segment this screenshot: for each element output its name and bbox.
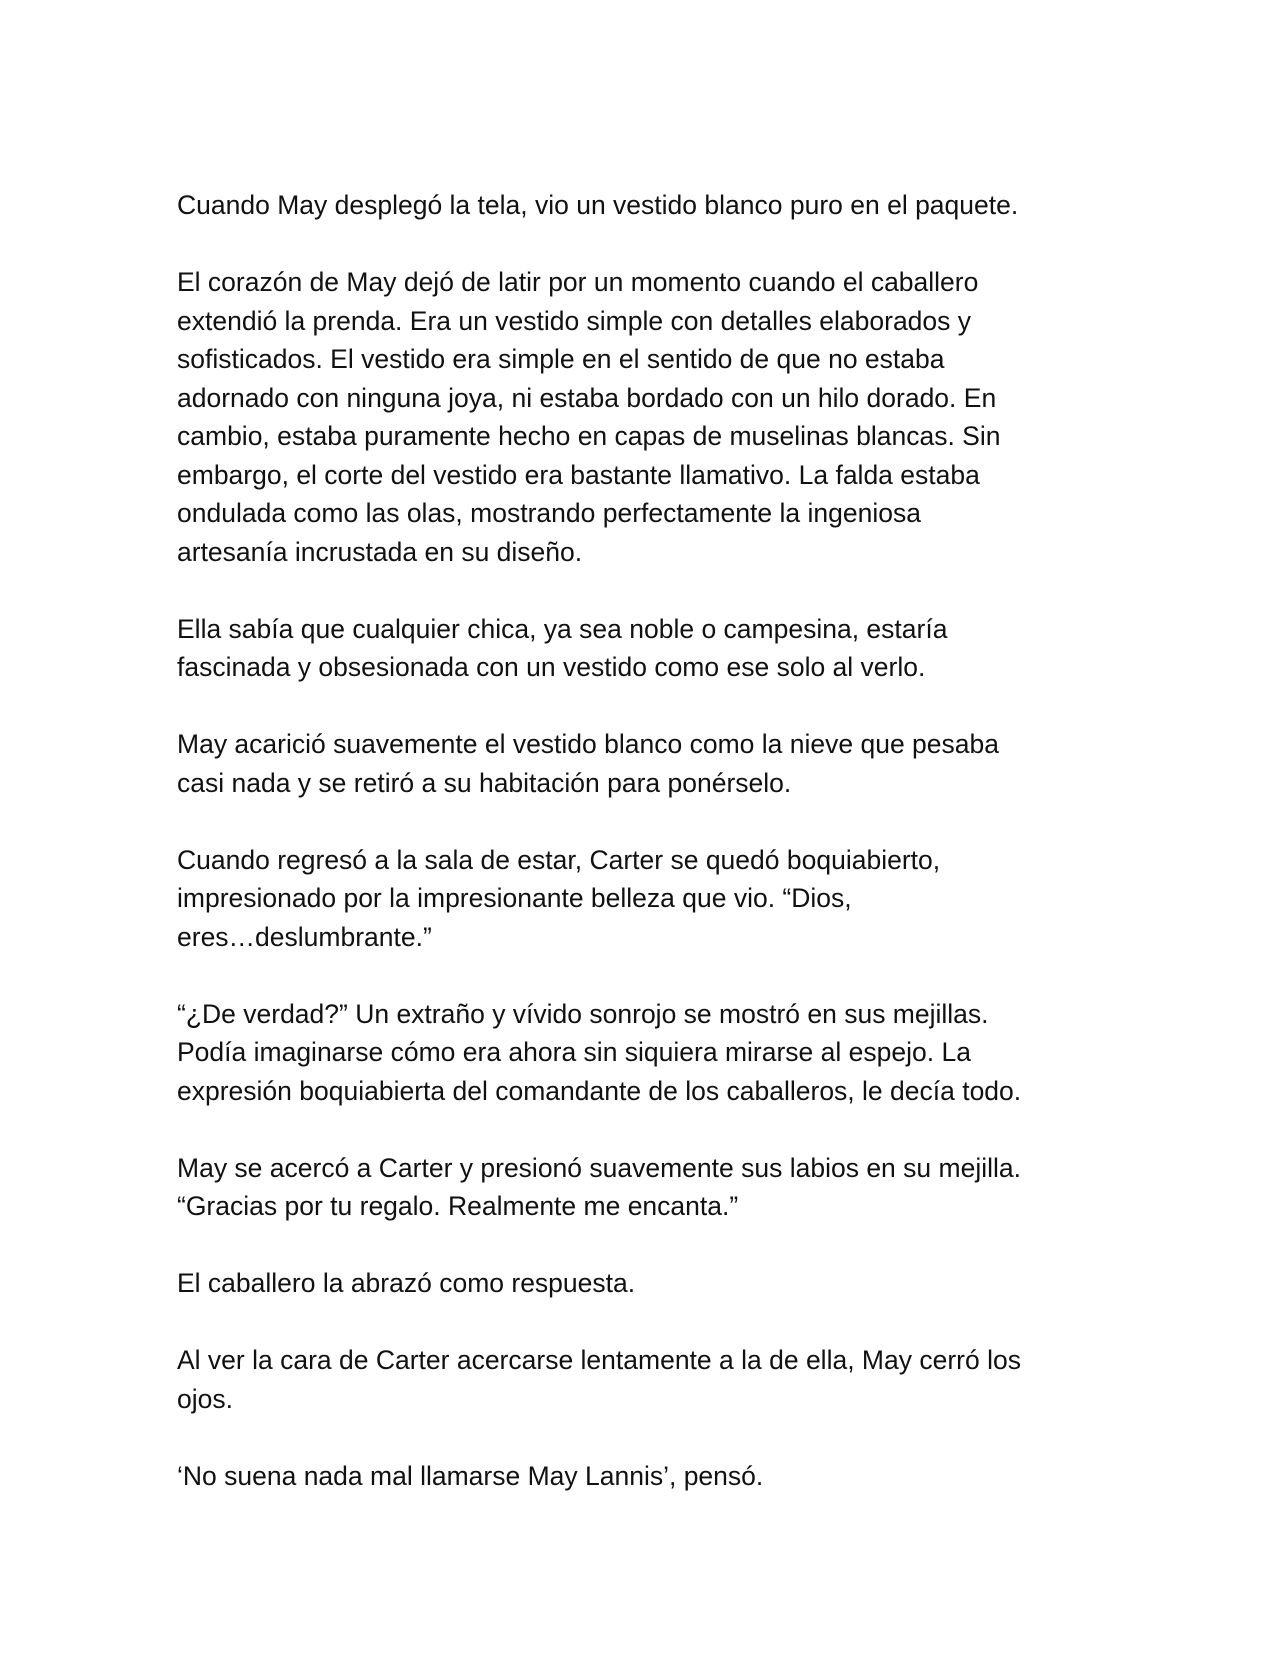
text-line: ojos. (177, 1383, 233, 1414)
text-line: Cuando May desplegó la tela, vio un vestido blanco puro en el paquete. (177, 190, 1019, 220)
paragraph (177, 1149, 1097, 1226)
text-line: fascinada y obsesionada con un vestido como ese solo al verlo. (177, 652, 926, 682)
text-line: sofisticados. El vestido era simple en el sentido de que no estaba (177, 344, 945, 374)
text-line: “¿De verdad?” Un extraño y vívido sonrojo se mostró en sus mejillas. (177, 998, 989, 1029)
text-line: expresión boquiabierta del comandante de los caballeros, le decía todo. (177, 1075, 1022, 1106)
text-line: casi nada y se retiró a su habitación para ponérselo. (177, 767, 792, 798)
text-line: May se acercó a Carter y presionó suavemente sus labios en su mejilla. (177, 1152, 1021, 1183)
text-line: “Gracias por tu regalo. Realmente me encanta.” (177, 1191, 739, 1221)
text-line: ‘No suena nada mal llamarse May Lannis’, pensó. (177, 1460, 764, 1491)
text-line: embargo, el corte del vestido era bastante llamativo. La falda estaba (177, 459, 980, 490)
text-line: Podía imaginarse cómo era ahora sin siquiera mirarse al espejo. La (177, 1037, 971, 1067)
paragraph (177, 995, 1097, 1111)
paragraph (177, 263, 1097, 571)
paragraph (177, 1457, 1097, 1496)
paragraph (177, 1341, 1097, 1418)
text-line: artesanía incrustada en su diseño. (177, 536, 583, 567)
paragraph (177, 1264, 1097, 1303)
paragraph (177, 610, 1097, 687)
text-line: eres…deslumbrante.” (177, 921, 432, 952)
paragraph (177, 186, 1097, 225)
document-body (177, 186, 1097, 1534)
text-line: extendió la prenda. Era un vestido simple con detalles elaborados y (177, 305, 972, 336)
paragraph (177, 841, 1097, 957)
text-line: Cuando regresó a la sala de estar, Carter se quedó boquiabierto, (177, 844, 941, 875)
paragraph (177, 725, 1097, 802)
text-line: adornado con ninguna joya, ni estaba bordado con un hilo dorado. En (177, 382, 997, 413)
text-line: May acarició suavemente el vestido blanco como la nieve que pesaba (177, 729, 999, 759)
text-line: El caballero la abrazó como respuesta. (177, 1268, 636, 1298)
text-line: El corazón de May dejó de latir por un momento cuando el caballero (177, 267, 979, 297)
text-line: cambio, estaba puramente hecho en capas de muselinas blancas. Sin (177, 421, 1001, 451)
text-line: Al ver la cara de Carter acercarse lentamente a la de ella, May cerró los (177, 1345, 1021, 1375)
text-line: ondulada como las olas, mostrando perfectamente la ingeniosa (177, 498, 921, 528)
text-line: impresionado por la impresionante belleza que vio. “Dios, (177, 883, 852, 913)
text-line: Ella sabía que cualquier chica, ya sea noble o campesina, estaría (177, 613, 948, 644)
